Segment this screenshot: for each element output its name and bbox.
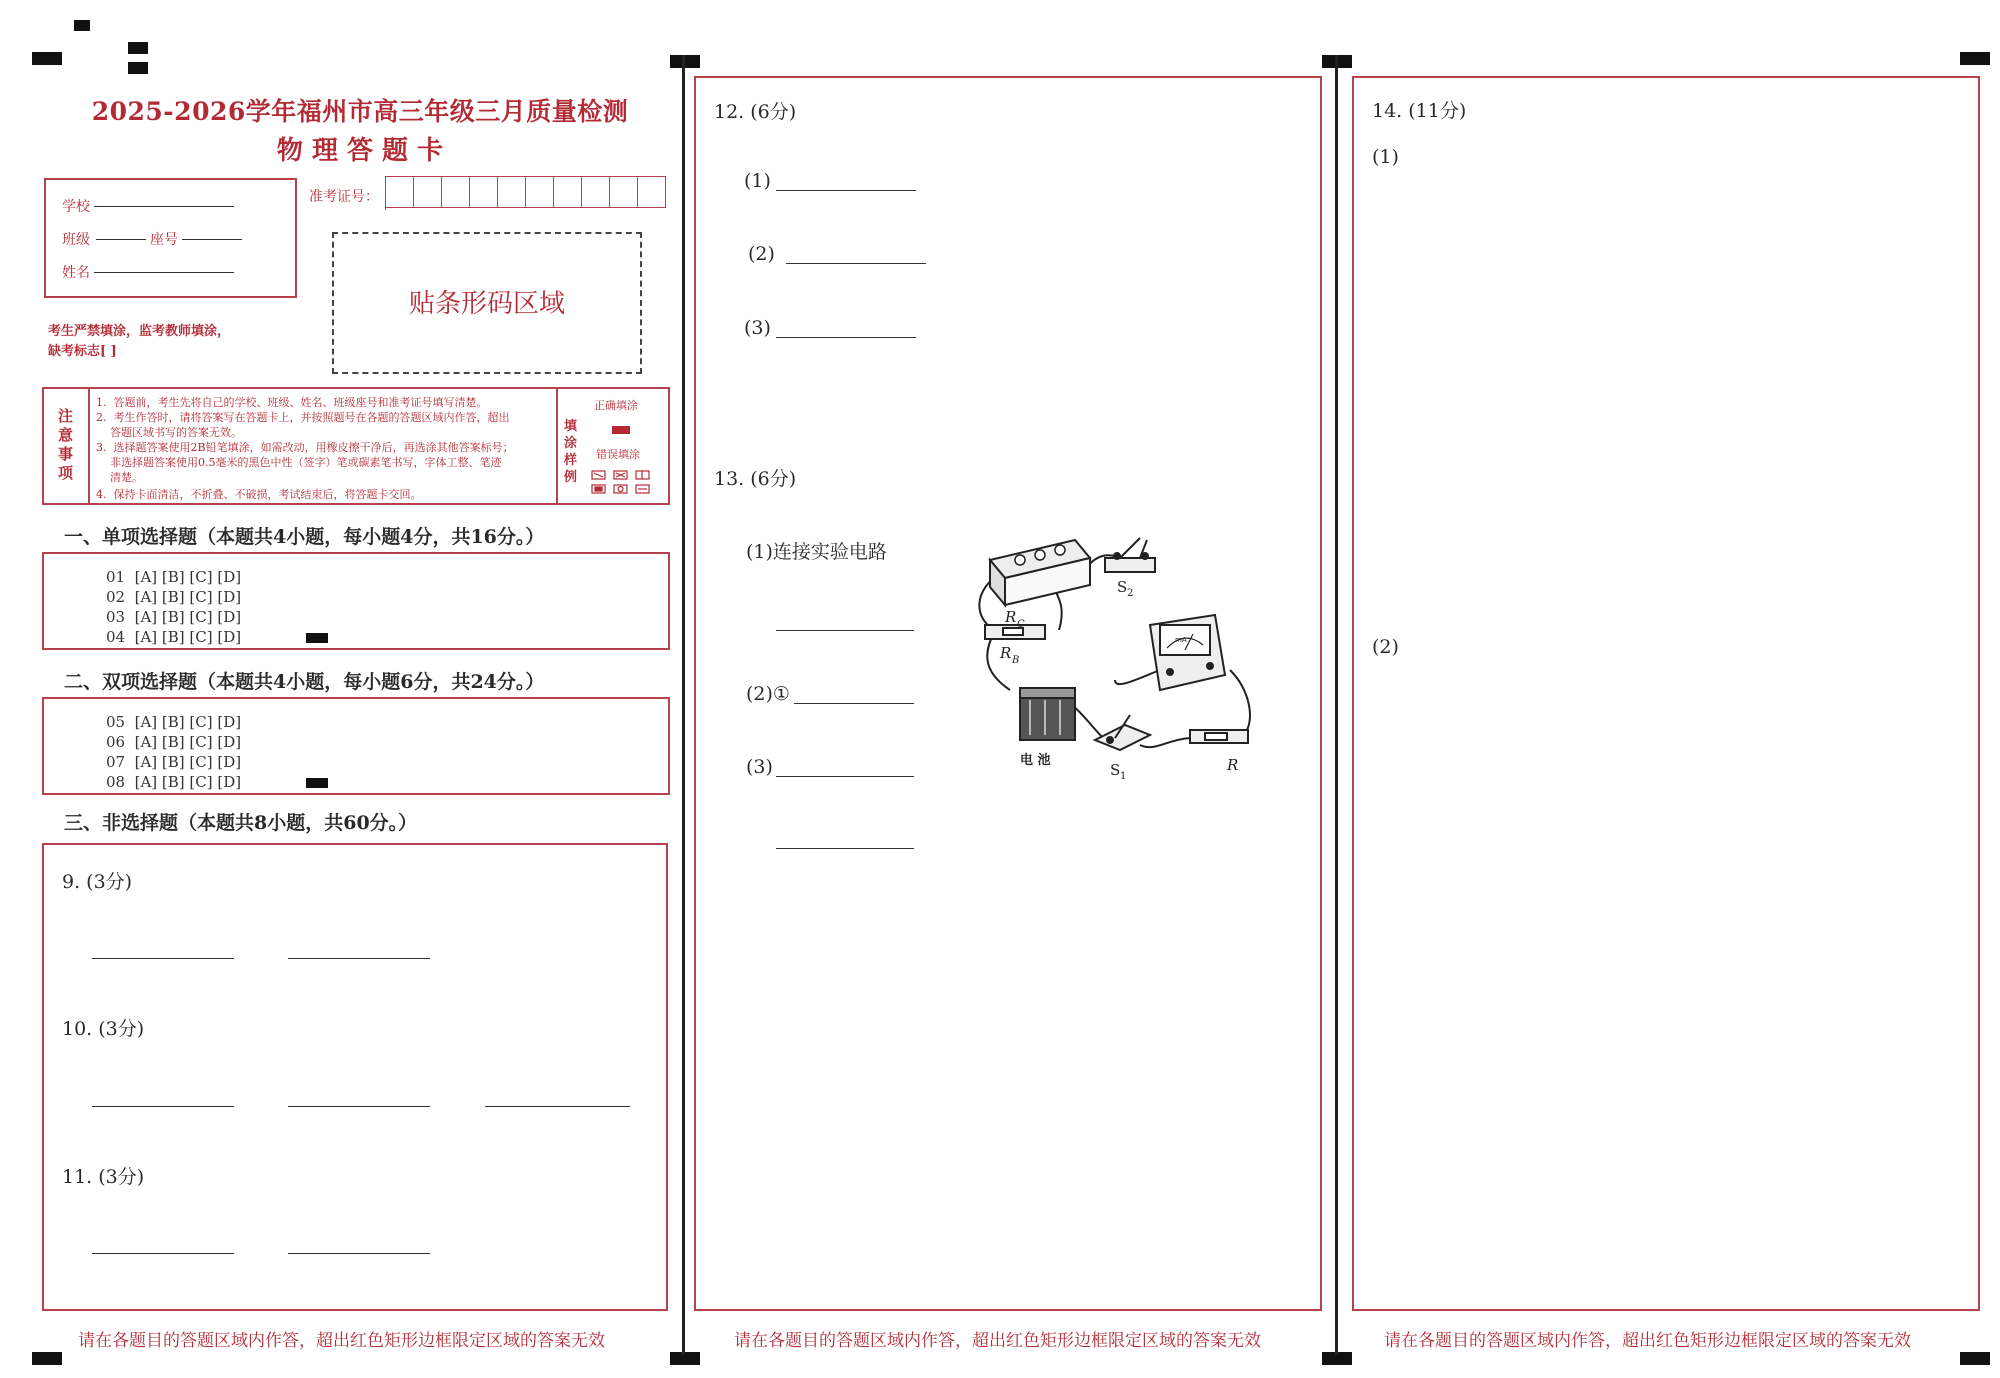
correct-fill-label: 正确填涂 (594, 399, 638, 412)
q14-part2-label: (2) (1372, 636, 1399, 658)
q13-part2-line[interactable] (794, 703, 914, 704)
registration-mark (128, 62, 148, 74)
section1-title: 一、单项选择题（本题共4小题，每小题4分，共16分。） (64, 526, 545, 548)
registration-mark (128, 42, 148, 54)
label-rb: R (1000, 644, 1012, 662)
school-label: 学校 (62, 199, 90, 215)
label-battery: 电 池 (1020, 753, 1051, 768)
seat-field[interactable] (182, 239, 242, 240)
q12-part3-line[interactable] (776, 337, 916, 338)
choice-row-06[interactable]: 06 [A] [B] [C] [D] (106, 733, 242, 751)
q12-part2-line[interactable] (786, 263, 926, 264)
choice-row-01[interactable]: 01 [A] [B] [C] [D] (106, 568, 242, 586)
name-label: 姓名 (62, 265, 90, 281)
resistor-r (1190, 730, 1248, 743)
q12-part2-label: (2) (748, 243, 775, 265)
q10-answer-line[interactable] (288, 1106, 430, 1107)
q14-part1-label: (1) (1372, 146, 1399, 168)
q13-part2-label: (2)① (746, 683, 790, 705)
correct-fill-sample (612, 426, 630, 434)
battery (1020, 688, 1075, 740)
absence-note: 考生严禁填涂，监考教师填涂， (48, 324, 231, 339)
svg-text:2: 2 (1127, 588, 1134, 599)
absence-mark[interactable]: 缺考标志[ ] (48, 344, 117, 359)
column-divider (682, 55, 685, 1355)
exam-id-boxes[interactable] (385, 176, 671, 210)
q10-answer-line[interactable] (485, 1106, 630, 1107)
notice-side-label: 注意事项 (58, 407, 74, 482)
milliammeter (1150, 615, 1225, 690)
section3-box (42, 843, 668, 1311)
q13-part3-line[interactable] (776, 776, 914, 777)
q10-answer-line[interactable] (92, 1106, 234, 1107)
registration-mark (1960, 1352, 1990, 1365)
registration-mark (670, 55, 700, 68)
resistor-rb (985, 625, 1045, 639)
notice-side-divider (88, 387, 90, 505)
registration-mark (1960, 52, 1990, 65)
q13-part3-label: (3) (746, 756, 773, 778)
timing-mark (306, 633, 328, 643)
notice-example-divider (556, 387, 558, 505)
notice-item: 4. 保持卡面清洁，不折叠、不破损，考试结束后，将答题卡交回。 (96, 488, 422, 501)
resistance-box-rc (990, 540, 1090, 605)
label-rc: R (1005, 608, 1017, 626)
notice-item: 3. 选择题答案使用2B铅笔填涂，如需改动，用橡皮擦干净后，再选涂其他答案标号； (96, 441, 514, 454)
q12-part1-label: (1) (744, 170, 771, 192)
class-field[interactable] (96, 239, 146, 240)
label-r: R (1227, 756, 1239, 774)
notice-item: 1. 答题前，考生先将自己的学校、班级、姓名、班级座号和准考证号填写清楚。 (96, 396, 488, 409)
registration-mark (32, 1352, 62, 1365)
label-s2: S (1117, 578, 1128, 596)
wrong-fill-label: 错误填涂 (596, 448, 640, 461)
timing-mark (306, 778, 328, 788)
q13-part3-line-2[interactable] (776, 848, 914, 849)
page-subtitle: 物 理 答 题 卡 (276, 136, 444, 166)
footer-note-col1: 请在各题目的答题区域内作答，超出红色矩形边框限定区域的答案无效 (78, 1331, 605, 1351)
choice-row-08[interactable]: 08 [A] [B] [C] [D] (106, 773, 242, 791)
q12-part1-line[interactable] (776, 190, 916, 191)
q11-answer-line[interactable] (92, 1253, 234, 1254)
notice-item: 非选择题答案使用0.5毫米的黑色中性（签字）笔或碳素笔书写，字体工整、笔迹 (96, 456, 502, 469)
page-title: 2025-2026学年福州市高三年级三月质量检测 (91, 97, 629, 126)
choice-row-02[interactable]: 02 [A] [B] [C] [D] (106, 588, 242, 606)
class-label: 班级 (62, 232, 90, 248)
footer-note-col3: 请在各题目的答题区域内作答，超出红色矩形边框限定区域的答案无效 (1384, 1331, 1911, 1351)
registration-mark (670, 1352, 700, 1365)
column-divider (1335, 55, 1338, 1355)
barcode-label: 贴条形码区域 (408, 289, 565, 319)
q14-label: 14. (11分) (1372, 100, 1467, 122)
label-s1: S (1110, 761, 1121, 779)
q12-label: 12. (6分) (714, 101, 797, 123)
q9-answer-line[interactable] (92, 958, 234, 959)
notice-item: 答题区域书写的答案无效。 (96, 426, 242, 439)
registration-mark (74, 20, 90, 31)
choice-row-04[interactable]: 04 [A] [B] [C] [D] (106, 628, 242, 646)
q13-part1-label: (1)连接实验电路 (746, 541, 887, 563)
choice-row-07[interactable]: 07 [A] [B] [C] [D] (106, 753, 242, 771)
registration-mark (32, 52, 62, 65)
column3-box (1352, 76, 1980, 1311)
wrong-fill-samples (590, 468, 660, 498)
q12-part3-label: (3) (744, 317, 771, 339)
q9-answer-line[interactable] (288, 958, 430, 959)
svg-text:B: B (1012, 655, 1020, 666)
q10-label: 10. (3分) (62, 1018, 145, 1040)
q9-label: 9. (3分) (62, 871, 133, 893)
exam-id-label: 准考证号： (309, 189, 379, 205)
q11-label: 11. (3分) (62, 1166, 145, 1188)
school-field[interactable] (94, 206, 234, 207)
label-meter: mA (1175, 636, 1187, 644)
q13-label: 13. (6分) (714, 468, 797, 490)
section2-title: 二、双项选择题（本题共4小题，每小题6分，共24分。） (64, 671, 545, 693)
svg-text:1: 1 (1120, 771, 1127, 780)
example-side-label: 填涂样例 (564, 419, 578, 485)
section3-title: 三、非选择题（本题共8小题，共60分。） (64, 812, 418, 834)
seat-label: 座号 (150, 232, 178, 248)
name-field[interactable] (94, 272, 234, 273)
svg-text:C: C (1017, 619, 1025, 630)
q11-answer-line[interactable] (288, 1253, 430, 1254)
choice-row-05[interactable]: 05 [A] [B] [C] [D] (106, 713, 242, 731)
notice-item: 2. 考生作答时，请将答案写在答题卡上，并按照题号在各题的答题区域内作答，超出 (96, 411, 510, 424)
choice-row-03[interactable]: 03 [A] [B] [C] [D] (106, 608, 242, 626)
footer-note-col2: 请在各题目的答题区域内作答，超出红色矩形边框限定区域的答案无效 (734, 1331, 1261, 1351)
notice-item: 清楚。 (96, 471, 143, 484)
circuit-diagram (965, 530, 1280, 780)
q13-part1-line[interactable] (776, 630, 914, 631)
